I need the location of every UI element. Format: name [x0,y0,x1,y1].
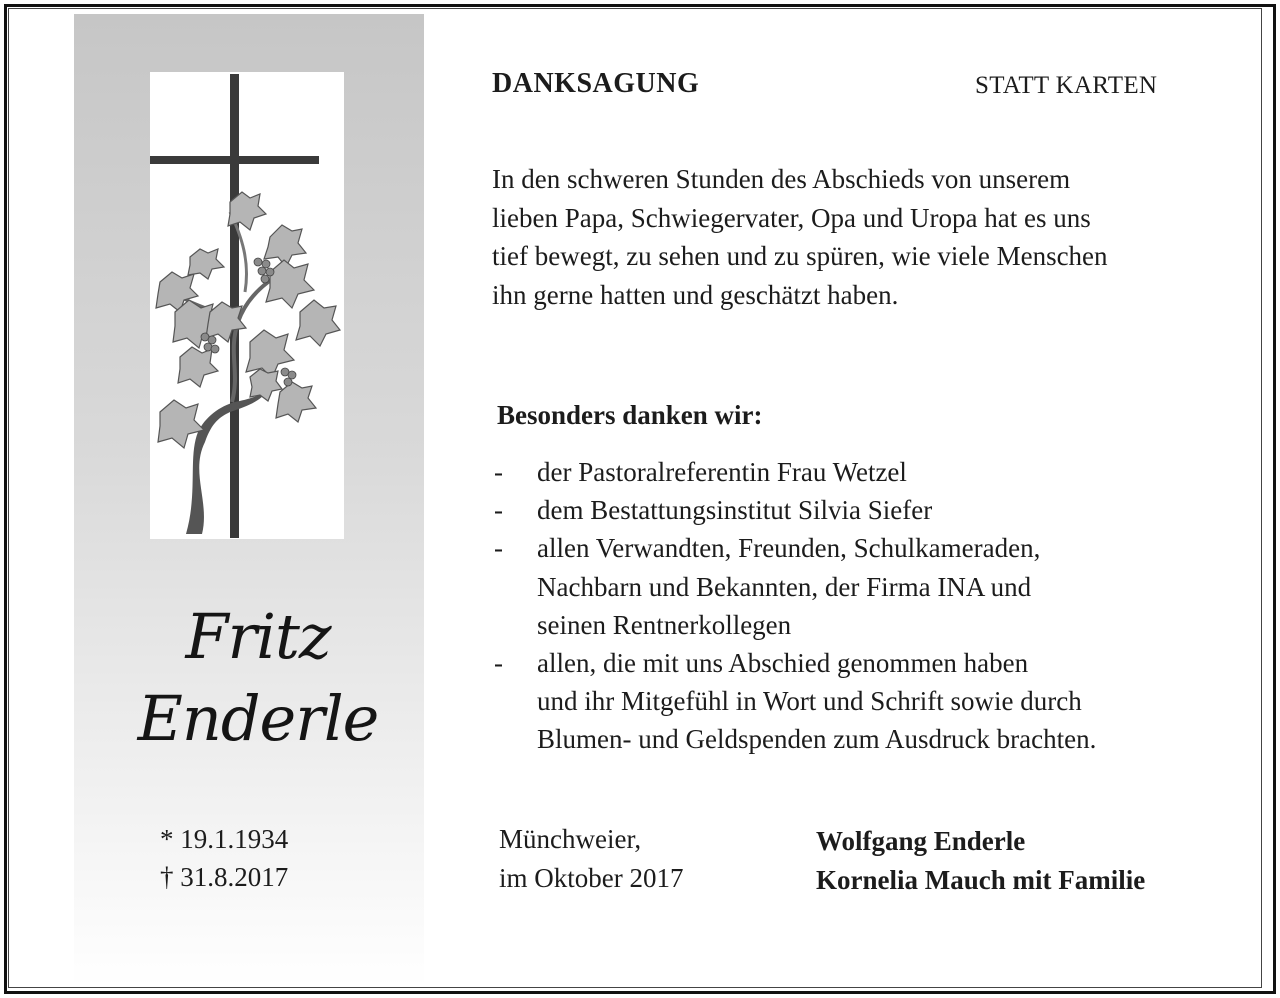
death-date: † 31.8.2017 [160,862,289,892]
thanks-item [494,491,1096,529]
thanks-item-line: dem Bestattungsinstitut Silvia Siefer [537,495,933,526]
dash-bullet: - [494,648,503,679]
intro-line: In den schweren Stunden des Abschieds von unserem [492,164,1071,194]
thanks-item-line: allen, die mit uns Abschied genommen haben [537,648,1029,679]
intro-paragraph [492,160,1252,314]
thanks-item-line: seinen Rentnerkollegen [537,609,792,640]
thanks-item [494,453,1096,491]
dash-bullet: - [494,457,503,487]
intro-line: ihn gerne hatten und geschätzt haben. [492,279,899,310]
life-dates [160,820,288,896]
deceased-last-name: Enderle [137,682,379,755]
place-date [499,820,683,898]
thanks-item-line: Blumen- und Geldspenden zum Ausdruck brachten. [537,724,1097,755]
cross-with-grapevine-icon [150,72,344,539]
dash-bullet: - [494,495,503,526]
thanks-item-line: und ihr Mitgefühl in Wort und Schrift sowie durch [537,686,1082,717]
intro-line: lieben Papa, Schwiegervater, Opa und Uropa hat es uns [492,202,1091,233]
thanks-item [494,529,1096,644]
thanks-item-line: Nachbarn und Bekannten, der Firma INA und [537,571,1032,602]
date: im Oktober 2017 [499,863,684,893]
thanks-list [494,453,1096,759]
birth-date: * 19.1.1934 [160,824,289,854]
signer-name: Wolfgang Enderle [816,826,1026,856]
signers [816,822,1145,900]
signer-name: Kornelia Mauch mit Familie [816,865,1146,895]
dash-bullet: - [494,533,503,564]
thanks-item-line: allen Verwandten, Freunden, Schulkameraden, [537,533,1041,564]
thanks-heading: Besonders danken wir: [497,400,763,430]
deceased-first-name: Fritz [185,600,331,673]
thanks-item [494,644,1096,759]
page-title: DANKSAGUNG [492,68,700,99]
intro-line: tief bewegt, zu sehen und zu spüren, wie viele Menschen [492,241,1108,271]
statt-karten-label: STATT KARTEN [975,72,1158,99]
place: Münchweier, [499,824,642,854]
thanks-item-line: der Pastoralreferentin Frau Wetzel [537,457,907,487]
